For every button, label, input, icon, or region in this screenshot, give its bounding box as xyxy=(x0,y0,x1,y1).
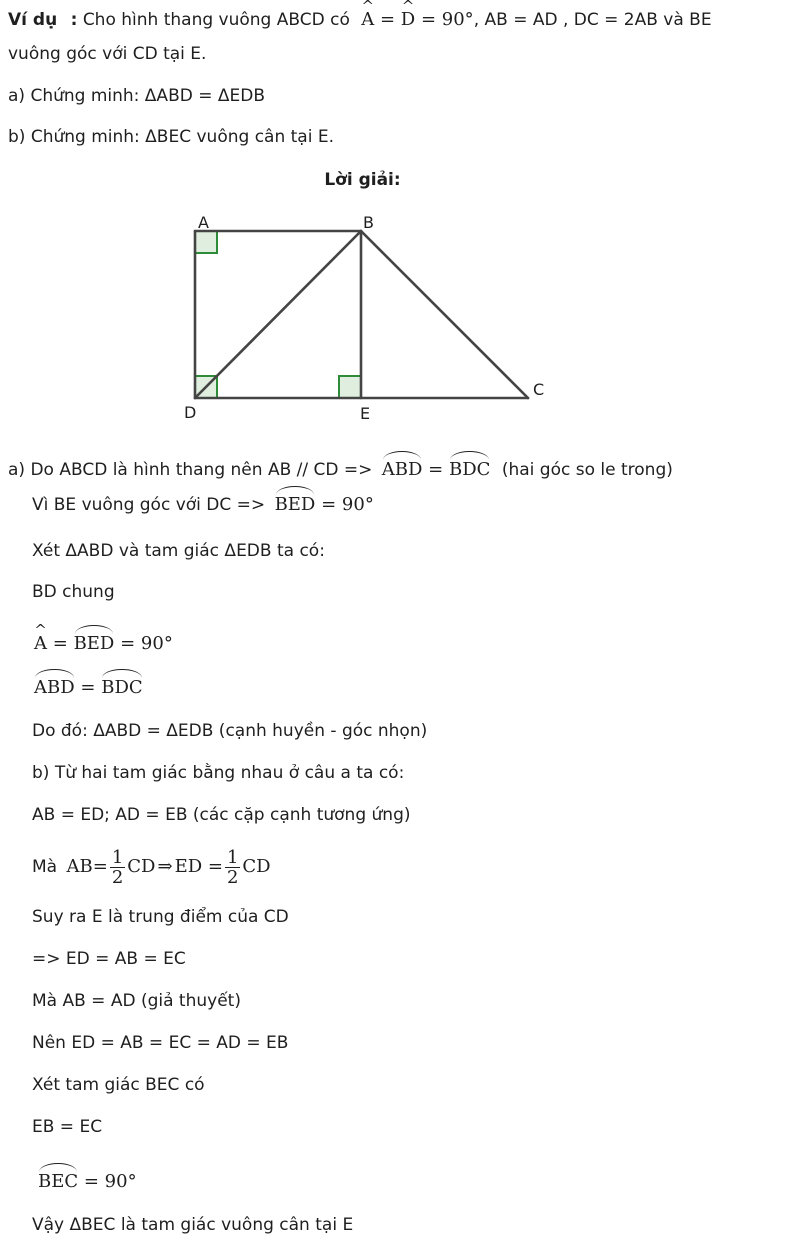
solution-b-line-4: Suy ra E là trung điểm của CD xyxy=(32,907,289,927)
solution-a-line-1 xyxy=(8,454,673,482)
trapezoid-figure xyxy=(0,205,800,455)
fraction-equation xyxy=(66,846,271,888)
example-colon: : xyxy=(70,10,78,30)
problem-intro: Cho hình thang vuông ABCD có xyxy=(82,10,350,30)
fraction-half-2 xyxy=(225,848,240,887)
angle-value: = 90° xyxy=(420,9,474,30)
problem-part-b: b) Chứng minh: ΔBEC vuông cân tại E. xyxy=(8,127,334,147)
label-D: D xyxy=(184,403,197,422)
solution-b-line-6: Mà AB = AD (giả thuyết) xyxy=(32,991,241,1011)
cd-term: CD xyxy=(242,856,271,877)
solution-a-line-2 xyxy=(32,489,374,517)
segment-BD xyxy=(195,231,361,398)
solution-b-line-5: => ED = AB = EC xyxy=(32,949,186,969)
angle-BDC: BDC xyxy=(449,454,490,482)
angle-D: ^ D xyxy=(401,8,415,32)
solution-a-line-6 xyxy=(34,672,143,700)
fraction-half xyxy=(110,848,125,887)
solution-a-line-3: Xét ΔABD và tam giác ΔEDB ta có: xyxy=(32,541,325,561)
angle-BED: BED xyxy=(275,489,316,517)
angle-value-90: = 90° xyxy=(120,633,173,654)
angle-BED-2: BED xyxy=(74,628,115,656)
cd-term: CD xyxy=(127,856,156,877)
ed-term: ED = xyxy=(174,856,223,877)
problem-part-a: a) Chứng minh: ΔABD = ΔEDB xyxy=(8,86,265,106)
right-angle-marker-A xyxy=(195,231,217,253)
angle-A-hat: ^ A xyxy=(34,632,47,656)
solution-a-line-5 xyxy=(34,628,173,656)
solution-b-line-1: b) Từ hai tam giác bằng nhau ở câu a ta có: xyxy=(32,763,405,783)
angle-BEC: BEC xyxy=(38,1166,78,1194)
solution-b-conclusion: Vậy ΔBEC là tam giác vuông cân tại E xyxy=(32,1215,354,1235)
problem-line-1 xyxy=(8,8,712,32)
equals-sign: = xyxy=(80,677,96,698)
angle-ABD: ABD xyxy=(382,454,423,482)
solution-a-statement: a) Do ABCD là hình thang nên AB // CD => xyxy=(8,460,373,480)
label-C: C xyxy=(533,380,545,399)
solution-b-line-7: Nên ED = AB = EC = AD = EB xyxy=(32,1033,289,1053)
fraction-denominator: 2 xyxy=(111,866,124,888)
solution-b-line-2: AB = ED; AD = EB (các cặp cạnh tương ứng) xyxy=(32,805,411,825)
label-E: E xyxy=(360,404,371,423)
solution-a-line-4: BD chung xyxy=(32,582,115,602)
angle-A: ^ A xyxy=(361,8,374,32)
solution-title: Lời giải: xyxy=(324,170,401,190)
angle-BDC-2: BDC xyxy=(101,672,142,700)
solution-b-line-3 xyxy=(32,844,271,890)
equation-ABD-BDC xyxy=(382,459,491,480)
perpendicular-statement: Vì BE vuông góc với DC => xyxy=(32,495,266,515)
equals-sign: = xyxy=(52,633,68,654)
angle-ABD-2: ABD xyxy=(34,672,75,700)
example-label: Ví dụ xyxy=(8,10,58,30)
problem-conditions: , AB = AD , DC = 2AB và BE xyxy=(473,10,712,30)
angle-BEC-value: = 90° xyxy=(83,1171,137,1192)
fraction-denominator: 2 xyxy=(226,866,239,888)
equals-sign: = xyxy=(428,459,444,480)
solution-a-conclusion: Do đó: ΔABD = ΔEDB (cạnh huyền - góc nhọn) xyxy=(32,721,428,741)
implies-arrow: ⇒ xyxy=(157,856,173,877)
problem-line-2: vuông góc với CD tại E. xyxy=(8,44,207,64)
fraction-numerator: 1 xyxy=(226,846,239,868)
solution-b-line-10 xyxy=(38,1166,137,1194)
ab-term: AB= xyxy=(66,856,108,877)
right-angle-marker-E xyxy=(339,376,361,398)
label-A: A xyxy=(198,213,209,232)
alternate-angles-note: (hai góc so le trong) xyxy=(501,460,673,480)
ma-prefix: Mà xyxy=(32,857,58,877)
segment-BC xyxy=(361,231,528,398)
solution-b-line-8: Xét tam giác BEC có xyxy=(32,1075,205,1095)
angle-equation: ^ A = ^ D = 90° xyxy=(361,9,473,30)
label-B: B xyxy=(363,213,374,232)
fraction-numerator: 1 xyxy=(111,846,124,868)
angle-BED-value: = 90° xyxy=(321,494,374,515)
solution-b-line-9: EB = EC xyxy=(32,1117,103,1137)
